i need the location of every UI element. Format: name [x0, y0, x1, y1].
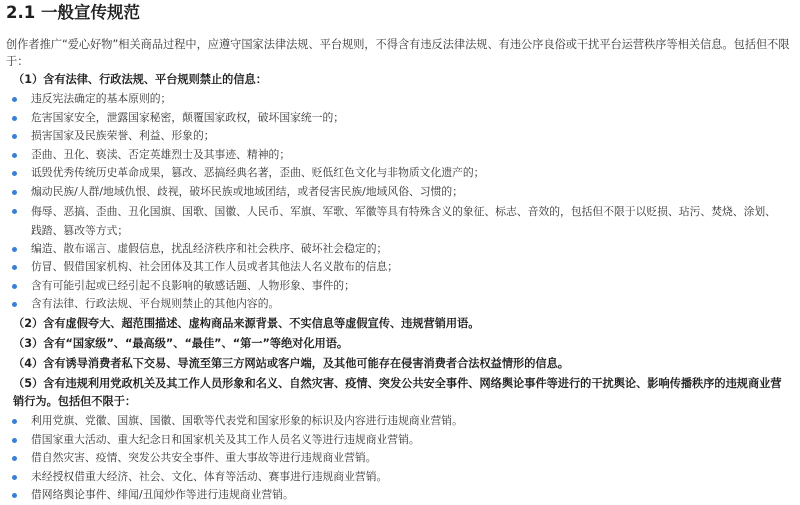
bullet-icon — [12, 190, 17, 195]
list-item — [5, 449, 790, 468]
list-item — [5, 127, 790, 146]
rule-group-3-title: （3）含有“国家级”、“最高级”、“最佳”、“第一”等绝对化用语。 — [13, 336, 349, 350]
list-item-text: 利用党旗、党徽、国旗、国徽、国歌等代表党和国家形象的标识及内容进行违规商业营销。 — [31, 413, 463, 427]
list-item — [5, 164, 790, 183]
list-item-text: 诋毁优秀传统历史革命成果，篡改、恶搞经典名著，歪曲、贬低红色文化与非物质文化遗产的； — [31, 166, 485, 180]
bullet-icon — [12, 116, 17, 121]
list-item-text: 违反宪法确定的基本原则的； — [31, 92, 172, 105]
list-item-text: 借自然灾害、疫情、突发公共安全事件、重大事故等进行违规商业营销。 — [31, 451, 377, 465]
list-item — [5, 109, 790, 128]
list-item — [5, 431, 790, 450]
bullet-icon — [12, 247, 17, 252]
bullet-icon — [12, 284, 17, 289]
list-item — [5, 90, 790, 109]
list-item-text: 借国家重大活动、重大纪念日和国家机关及其工作人员名义等进行违规商业营销。 — [31, 432, 420, 446]
bullet-icon — [12, 134, 17, 139]
rule-list — [5, 90, 790, 314]
section-intro: 创作者推广“爱心好物”相关商品过程中，应遵守国家法律法规、平台规则，不得含有违反法律法规、有违公序良俗或干扰平台运营秩序等相关信息。包括但不限于： — [6, 38, 790, 68]
list-item-text: 危害国家安全，泄露国家秘密，颠覆国家政权，破坏国家统一的； — [31, 110, 345, 124]
bullet-icon — [12, 475, 17, 480]
bullet-icon — [12, 493, 17, 498]
list-item — [5, 258, 790, 277]
bullet-icon — [12, 438, 17, 443]
list-item — [5, 240, 790, 259]
rule-group-5 — [5, 374, 790, 505]
list-item — [5, 295, 790, 314]
list-item — [5, 468, 790, 487]
list-item-text: 仿冒、假借国家机构、社会团体及其工作人员或者其他法人名义散布的信息； — [31, 260, 399, 274]
list-item — [5, 202, 790, 240]
rule-group-2-title: （2）含有虚假夸大、超范围描述、虚构商品来源背景、不实信息等虚假宣传、违规营销用语。 — [13, 316, 480, 330]
bullet-icon — [12, 97, 17, 102]
bullet-icon — [12, 456, 17, 461]
list-item-text: 煽动民族/人群/地域仇恨、歧视，破坏民族或地域团结，或者侵害民族/地域风俗、习惯的； — [31, 184, 463, 198]
bullet-icon — [12, 419, 17, 424]
list-item — [5, 277, 790, 296]
list-item-text: 含有可能引起或已经引起不良影响的敏感话题、人物形象、事件的； — [31, 278, 355, 292]
list-item-text: 含有法律、行政法规、平台规则禁止的其他内容的。 — [31, 297, 280, 311]
group-title: （5）含有违规利用党政机关及其工作人员形象和名义、自然灾害、疫情、突发公共安全事件、网络舆论事件等进行的干扰舆论、影响传播秩序的违规商业营销行为。包括但不限于： — [13, 376, 782, 408]
group-title: （1）含有法律、行政法规、平台规则禁止的信息： — [13, 73, 267, 86]
list-item — [5, 486, 790, 505]
bullet-icon — [12, 209, 17, 214]
list-item — [5, 146, 790, 165]
list-item-text: 编造、散布谣言、虚假信息，扰乱经济秩序和社会秩序、破坏社会稳定的； — [31, 241, 388, 255]
list-item — [5, 412, 790, 431]
rule-group-1 — [5, 70, 790, 314]
list-item-text: 歪曲、丑化、亵渎、否定英雄烈士及其事迹、精神的； — [31, 147, 291, 161]
list-item-text: 未经授权借重大经济、社会、文化、体育等活动、赛事进行违规商业营销。 — [31, 469, 388, 483]
rule-list — [5, 412, 790, 505]
bullet-icon — [12, 171, 17, 176]
bullet-icon — [12, 153, 17, 158]
bullet-icon — [12, 265, 17, 270]
list-item-text: 借网络舆论事件、绯闻/丑闻炒作等进行违规商业营销。 — [31, 488, 294, 502]
list-item — [5, 183, 790, 202]
section-title: 2.1 一般宣传规范 — [6, 3, 140, 22]
list-item-text: 损害国家及民族荣誉、利益、形象的； — [31, 129, 215, 143]
list-item-text: 侮辱、恶搞、歪曲、丑化国旗、国歌、国徽、人民币、军旗、军歌、军徽等具有特殊含义的象征、标志、音效的，包括但不限于以贬损、玷污、焚烧、涂划、践踏、篡改等方式； — [31, 204, 776, 237]
rule-group-4-title: （4）含有诱导消费者私下交易、导流至第三方网站或客户端，及其他可能存在侵害消费者合法权益情形的信息。 — [13, 356, 569, 370]
bullet-icon — [12, 302, 17, 307]
